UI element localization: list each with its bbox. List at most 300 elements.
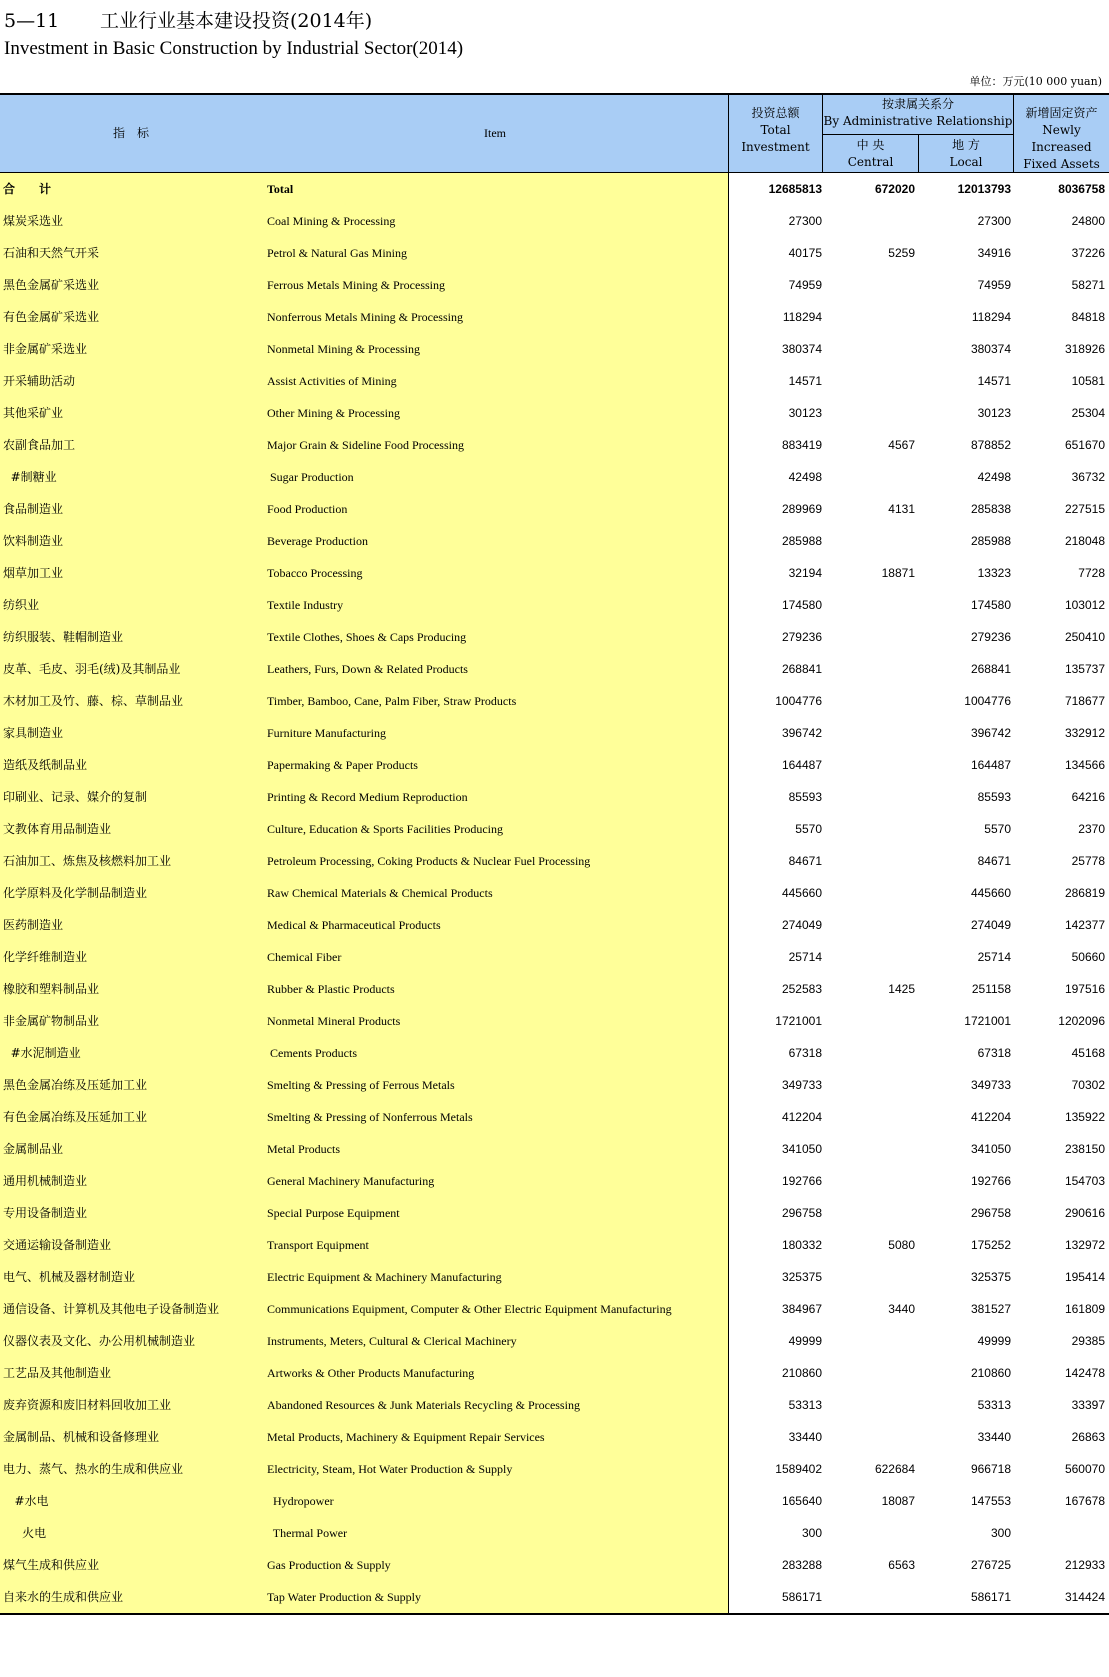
cell-total-investment: 165640 bbox=[781, 1494, 822, 1508]
row-label-cn: 工艺品及其他制造业 bbox=[3, 1366, 112, 1380]
row-label-en: Rubber & Plastic Products bbox=[267, 982, 395, 996]
cell-central: 4567 bbox=[888, 438, 915, 452]
table-row bbox=[0, 941, 1109, 973]
cell-total-investment: 12685813 bbox=[768, 182, 822, 196]
row-label-en: Petrol & Natural Gas Mining bbox=[267, 246, 407, 260]
row-label-en: Smelting & Pressing of Nonferrous Metals bbox=[267, 1110, 473, 1124]
row-label-cn: 自来水的生成和供应业 bbox=[3, 1590, 124, 1604]
row-label-cn: 化学纤维制造业 bbox=[3, 950, 88, 964]
cell-local: 30123 bbox=[977, 406, 1011, 420]
header-total-cn: 投资总额 bbox=[751, 106, 800, 120]
cell-total-investment: 380374 bbox=[781, 342, 822, 356]
cell-local: 396742 bbox=[970, 726, 1011, 740]
table-row bbox=[0, 1485, 1109, 1517]
cell-newly-increased: 197516 bbox=[1064, 982, 1105, 996]
table-row bbox=[0, 333, 1109, 365]
cell-total-investment: 210860 bbox=[781, 1366, 822, 1380]
cell-total-investment: 25714 bbox=[788, 950, 822, 964]
row-label-cn: 专用设备制造业 bbox=[3, 1206, 88, 1220]
table-row bbox=[0, 269, 1109, 301]
row-label-en: Metal Products bbox=[267, 1142, 340, 1156]
row-label-en: Transport Equipment bbox=[267, 1238, 369, 1252]
table-row bbox=[0, 1453, 1109, 1485]
cell-total-investment: 67318 bbox=[788, 1046, 822, 1060]
table-row bbox=[0, 1133, 1109, 1165]
row-label-cn: 火电 bbox=[3, 1526, 47, 1540]
cell-total-investment: 53313 bbox=[788, 1398, 822, 1412]
table-row bbox=[0, 1197, 1109, 1229]
cell-central: 5259 bbox=[888, 246, 915, 260]
cell-total-investment: 1004776 bbox=[775, 694, 822, 708]
table-row bbox=[0, 717, 1109, 749]
row-label-en: Furniture Manufacturing bbox=[267, 726, 386, 740]
table-body bbox=[0, 173, 1109, 1613]
header-central-en: Central bbox=[847, 155, 894, 169]
cell-local: 174580 bbox=[970, 598, 1011, 612]
table-row bbox=[0, 1069, 1109, 1101]
row-label-cn: 黑色金属冶练及压延加工业 bbox=[3, 1078, 148, 1092]
cell-total-investment: 85593 bbox=[788, 790, 822, 804]
cell-local: 42498 bbox=[977, 470, 1011, 484]
row-label-cn: 煤气生成和供应业 bbox=[3, 1558, 100, 1572]
row-label-en: Smelting & Pressing of Ferrous Metals bbox=[267, 1078, 455, 1092]
cell-local: 325375 bbox=[970, 1270, 1011, 1284]
table-row bbox=[0, 173, 1109, 205]
cell-local: 380374 bbox=[970, 342, 1011, 356]
table-row bbox=[0, 1229, 1109, 1261]
table-title-cn-text: 工业行业基本建设投资(2014年) bbox=[100, 10, 373, 32]
cell-local: 210860 bbox=[970, 1366, 1011, 1380]
table-row bbox=[0, 909, 1109, 941]
table-row bbox=[0, 781, 1109, 813]
row-label-cn: 石油加工、炼焦及核燃料加工业 bbox=[3, 854, 172, 868]
row-label-en: Electric Equipment & Machinery Manufacturing bbox=[267, 1270, 502, 1284]
row-label-en: Hydropower bbox=[267, 1494, 334, 1508]
cell-total-investment: 289969 bbox=[781, 502, 822, 516]
cell-local: 67318 bbox=[977, 1046, 1011, 1060]
row-label-en: Thermal Power bbox=[267, 1526, 348, 1540]
row-label-en: Total bbox=[267, 182, 294, 196]
cell-newly-increased: 250410 bbox=[1064, 630, 1105, 644]
cell-newly-increased: 103012 bbox=[1064, 598, 1105, 612]
cell-central: 18087 bbox=[881, 1494, 915, 1508]
cell-newly-increased: 45168 bbox=[1071, 1046, 1105, 1060]
row-label-cn: #水泥制造业 bbox=[3, 1046, 81, 1060]
row-label-en: Ferrous Metals Mining & Processing bbox=[267, 278, 445, 292]
row-label-en: Gas Production & Supply bbox=[267, 1558, 391, 1572]
cell-total-investment: 412204 bbox=[781, 1110, 822, 1124]
row-label-cn: 造纸及纸制品业 bbox=[3, 758, 88, 772]
header-central bbox=[823, 137, 918, 171]
header-local bbox=[919, 137, 1013, 171]
row-label-en: Leathers, Furs, Down & Related Products bbox=[267, 662, 468, 676]
cell-newly-increased: 134566 bbox=[1064, 758, 1105, 772]
cell-central: 672020 bbox=[874, 182, 915, 196]
cell-local: 5570 bbox=[984, 822, 1011, 836]
cell-central: 1425 bbox=[888, 982, 915, 996]
table-row bbox=[0, 1261, 1109, 1293]
cell-local: 276725 bbox=[970, 1558, 1011, 1572]
cell-local: 85593 bbox=[977, 790, 1011, 804]
cell-total-investment: 1721001 bbox=[775, 1014, 822, 1028]
cell-newly-increased: 332912 bbox=[1064, 726, 1105, 740]
row-label-en: Communications Equipment, Computer & Other Electric Equipment Manufacturing bbox=[267, 1302, 672, 1316]
cell-central: 18871 bbox=[881, 566, 915, 580]
row-label-en: Sugar Production bbox=[267, 470, 354, 484]
cell-newly-increased: 142377 bbox=[1064, 918, 1105, 932]
cell-newly-increased: 132972 bbox=[1064, 1238, 1105, 1252]
cell-total-investment: 883419 bbox=[781, 438, 822, 452]
row-label-en: Tobacco Processing bbox=[267, 566, 363, 580]
cell-local: 349733 bbox=[970, 1078, 1011, 1092]
row-label-cn: 交通运输设备制造业 bbox=[3, 1238, 112, 1252]
cell-newly-increased: 195414 bbox=[1064, 1270, 1105, 1284]
cell-local: 25714 bbox=[977, 950, 1011, 964]
table-row bbox=[0, 237, 1109, 269]
table-row bbox=[0, 461, 1109, 493]
row-label-cn: 金属制品、机械和设备修理业 bbox=[3, 1430, 160, 1444]
cell-local: 34916 bbox=[977, 246, 1011, 260]
cell-newly-increased: 135922 bbox=[1064, 1110, 1105, 1124]
cell-local: 147553 bbox=[970, 1494, 1011, 1508]
cell-total-investment: 84671 bbox=[788, 854, 822, 868]
row-label-cn: 金属制品业 bbox=[3, 1142, 64, 1156]
row-label-cn: #水电 bbox=[3, 1494, 49, 1508]
table-row bbox=[0, 301, 1109, 333]
cell-local: 251158 bbox=[971, 982, 1011, 996]
row-label-cn: 烟草加工业 bbox=[3, 566, 64, 580]
cell-local: 74959 bbox=[977, 278, 1011, 292]
table-row bbox=[0, 1101, 1109, 1133]
table-row bbox=[0, 1165, 1109, 1197]
cell-newly-increased: 10581 bbox=[1071, 374, 1105, 388]
row-label-cn: 其他采矿业 bbox=[3, 406, 64, 420]
cell-total-investment: 283288 bbox=[781, 1558, 822, 1572]
cell-central: 4131 bbox=[888, 502, 915, 516]
cell-local: 13323 bbox=[977, 566, 1011, 580]
row-label-en: Metal Products, Machinery & Equipment Repair Services bbox=[267, 1430, 545, 1444]
cell-local: 586171 bbox=[970, 1590, 1011, 1604]
row-label-en: Nonferrous Metals Mining & Processing bbox=[267, 310, 463, 324]
cell-local: 33440 bbox=[977, 1430, 1011, 1444]
cell-total-investment: 42498 bbox=[788, 470, 822, 484]
row-label-cn: 电力、蒸气、热水的生成和供应业 bbox=[3, 1462, 184, 1476]
row-label-en: Instruments, Meters, Cultural & Clerical Machinery bbox=[267, 1334, 517, 1348]
table-row bbox=[0, 1549, 1109, 1581]
table-rows bbox=[0, 173, 1109, 1613]
cell-local: 381527 bbox=[970, 1302, 1011, 1316]
cell-newly-increased: 25778 bbox=[1071, 854, 1105, 868]
cell-local: 412204 bbox=[970, 1110, 1011, 1124]
cell-local: 279236 bbox=[970, 630, 1011, 644]
table-row bbox=[0, 1389, 1109, 1421]
table-row bbox=[0, 1517, 1109, 1549]
cell-newly-increased: 314424 bbox=[1064, 1590, 1105, 1604]
row-label-en: Chemical Fiber bbox=[267, 950, 342, 964]
row-label-cn: 橡胶和塑料制品业 bbox=[3, 982, 100, 996]
row-label-en: Medical & Pharmaceutical Products bbox=[267, 918, 441, 932]
cell-local: 341050 bbox=[970, 1142, 1011, 1156]
cell-central: 3440 bbox=[888, 1302, 915, 1316]
header-admin bbox=[823, 96, 1013, 130]
table-row bbox=[0, 685, 1109, 717]
cell-newly-increased: 25304 bbox=[1071, 406, 1105, 420]
cell-local: 1721001 bbox=[964, 1014, 1011, 1028]
cell-newly-increased: 64216 bbox=[1071, 790, 1105, 804]
cell-local: 445660 bbox=[970, 886, 1011, 900]
cell-total-investment: 118294 bbox=[782, 310, 822, 324]
cell-total-investment: 49999 bbox=[788, 1334, 822, 1348]
table-row bbox=[0, 1005, 1109, 1037]
cell-total-investment: 1589402 bbox=[775, 1462, 822, 1476]
row-label-cn: #制糖业 bbox=[3, 470, 57, 484]
cell-central: 6563 bbox=[888, 1558, 915, 1572]
cell-newly-increased: 37226 bbox=[1071, 246, 1105, 260]
table-row bbox=[0, 493, 1109, 525]
table-title-cn bbox=[4, 6, 372, 33]
cell-newly-increased: 218048 bbox=[1064, 534, 1105, 548]
table-row bbox=[0, 1581, 1109, 1613]
cell-total-investment: 27300 bbox=[788, 214, 822, 228]
row-label-cn: 通信设备、计算机及其他电子设备制造业 bbox=[3, 1302, 220, 1316]
row-label-en: Special Purpose Equipment bbox=[267, 1206, 400, 1220]
header-central-cn: 中 央 bbox=[856, 138, 885, 152]
row-label-cn: 石油和天然气开采 bbox=[3, 246, 100, 260]
cell-local: 878852 bbox=[970, 438, 1011, 452]
row-label-cn: 合 计 bbox=[3, 182, 52, 196]
row-label-en: Cements Products bbox=[267, 1046, 357, 1060]
cell-newly-increased: 238150 bbox=[1064, 1142, 1105, 1156]
cell-total-investment: 180332 bbox=[781, 1238, 822, 1252]
cell-local: 966718 bbox=[970, 1462, 1011, 1476]
row-label-cn: 纺织业 bbox=[3, 598, 40, 612]
row-label-en: Beverage Production bbox=[267, 534, 368, 548]
cell-total-investment: 40175 bbox=[788, 246, 822, 260]
cell-total-investment: 341050 bbox=[781, 1142, 822, 1156]
row-label-cn: 饮料制造业 bbox=[3, 534, 64, 548]
cell-newly-increased: 142478 bbox=[1064, 1366, 1105, 1380]
header-local-cn: 地 方 bbox=[952, 138, 980, 152]
cell-local: 27300 bbox=[977, 214, 1011, 228]
row-label-en: General Machinery Manufacturing bbox=[267, 1174, 435, 1188]
row-label-en: Electricity, Steam, Hot Water Production & Supply bbox=[267, 1462, 513, 1476]
cell-local: 118294 bbox=[971, 310, 1011, 324]
row-label-cn: 电气、机械及器材制造业 bbox=[3, 1270, 136, 1284]
table-row bbox=[0, 525, 1109, 557]
cell-local: 84671 bbox=[977, 854, 1011, 868]
header-total-en2: Investment bbox=[741, 140, 810, 154]
table-row bbox=[0, 557, 1109, 589]
row-label-en: Other Mining & Processing bbox=[267, 406, 400, 420]
table-row bbox=[0, 589, 1109, 621]
cell-newly-increased: 227515 bbox=[1064, 502, 1105, 516]
row-label-cn: 家具制造业 bbox=[3, 726, 64, 740]
table-number: 5—11 bbox=[4, 10, 60, 32]
cell-newly-increased: 154703 bbox=[1064, 1174, 1105, 1188]
table-bottom-rule bbox=[0, 1613, 1109, 1615]
cell-total-investment: 74959 bbox=[788, 278, 822, 292]
cell-total-investment: 300 bbox=[801, 1526, 822, 1540]
cell-newly-increased: 286819 bbox=[1064, 886, 1105, 900]
row-label-en: Papermaking & Paper Products bbox=[267, 758, 418, 772]
row-label-cn: 文教体育用品制造业 bbox=[3, 822, 112, 836]
table-row bbox=[0, 429, 1109, 461]
row-label-cn: 印刷业、记录、媒介的复制 bbox=[3, 790, 148, 804]
table-row bbox=[0, 973, 1109, 1005]
table-row bbox=[0, 621, 1109, 653]
row-label-cn: 化学原料及化学制品制造业 bbox=[3, 886, 148, 900]
table-row bbox=[0, 1357, 1109, 1389]
header-local-en: Local bbox=[949, 155, 983, 169]
cell-local: 300 bbox=[990, 1526, 1011, 1540]
cell-newly-increased: 33397 bbox=[1071, 1398, 1105, 1412]
cell-local: 14571 bbox=[977, 374, 1011, 388]
cell-newly-increased: 161809 bbox=[1064, 1302, 1105, 1316]
cell-total-investment: 384967 bbox=[781, 1302, 822, 1316]
row-label-cn: 医药制造业 bbox=[3, 918, 64, 932]
row-label-en: Nonmetal Mining & Processing bbox=[267, 342, 420, 356]
cell-local: 274049 bbox=[970, 918, 1011, 932]
row-label-en: Artworks & Other Products Manufacturing bbox=[267, 1366, 475, 1380]
row-label-en: Coal Mining & Processing bbox=[267, 214, 396, 228]
cell-newly-increased: 318926 bbox=[1064, 342, 1105, 356]
row-label-en: Printing & Record Medium Reproduction bbox=[267, 790, 468, 804]
table-row bbox=[0, 1421, 1109, 1453]
cell-central: 5080 bbox=[888, 1238, 915, 1252]
table-row bbox=[0, 845, 1109, 877]
cell-local: 164487 bbox=[970, 758, 1011, 772]
table-row bbox=[0, 653, 1109, 685]
cell-total-investment: 296758 bbox=[781, 1206, 822, 1220]
cell-total-investment: 445660 bbox=[781, 886, 822, 900]
row-label-en: Food Production bbox=[267, 502, 348, 516]
cell-total-investment: 268841 bbox=[781, 662, 822, 676]
row-label-en: Assist Activities of Mining bbox=[267, 374, 397, 388]
row-label-en: Textile Clothes, Shoes & Caps Producing bbox=[267, 630, 467, 644]
cell-total-investment: 192766 bbox=[781, 1174, 822, 1188]
table-row bbox=[0, 205, 1109, 237]
table-row bbox=[0, 1325, 1109, 1357]
unit-label: 单位：万元(10 000 yuan) bbox=[969, 75, 1102, 88]
cell-newly-increased: 8036758 bbox=[1058, 182, 1105, 196]
row-label-en: Tap Water Production & Supply bbox=[267, 1590, 421, 1604]
cell-total-investment: 285988 bbox=[781, 534, 822, 548]
table-row bbox=[0, 813, 1109, 845]
cell-total-investment: 32194 bbox=[788, 566, 822, 580]
row-label-cn: 开采辅助活动 bbox=[3, 374, 76, 388]
header-admin-cn: 按隶属关系分 bbox=[881, 97, 954, 111]
cell-total-investment: 274049 bbox=[781, 918, 822, 932]
cell-total-investment: 164487 bbox=[781, 758, 822, 772]
cell-newly-increased: 26863 bbox=[1071, 1430, 1105, 1444]
header-new-cn: 新增固定资产 bbox=[1025, 106, 1098, 120]
row-label-cn: 废弃资源和废旧材料回收加工业 bbox=[3, 1398, 172, 1412]
cell-newly-increased: 718677 bbox=[1064, 694, 1105, 708]
cell-total-investment: 586171 bbox=[781, 1590, 822, 1604]
cell-total-investment: 396742 bbox=[781, 726, 822, 740]
row-label-cn: 煤炭采选业 bbox=[3, 214, 64, 228]
cell-local: 268841 bbox=[970, 662, 1011, 676]
header-total bbox=[729, 105, 822, 156]
row-label-en: Timber, Bamboo, Cane, Palm Fiber, Straw Products bbox=[267, 694, 517, 708]
header-new-en2: Fixed Assets bbox=[1023, 157, 1100, 171]
cell-newly-increased: 29385 bbox=[1071, 1334, 1105, 1348]
table-row bbox=[0, 749, 1109, 781]
data-table bbox=[0, 93, 1109, 1615]
row-label-cn: 有色金属冶练及压延加工业 bbox=[3, 1110, 148, 1124]
table-row bbox=[0, 1037, 1109, 1069]
row-label-cn: 木材加工及竹、藤、棕、草制品业 bbox=[3, 694, 184, 708]
cell-newly-increased: 290616 bbox=[1064, 1206, 1105, 1220]
cell-total-investment: 14571 bbox=[788, 374, 822, 388]
header-total-en1: Total bbox=[760, 123, 791, 137]
cell-newly-increased: 36732 bbox=[1071, 470, 1105, 484]
row-label-en: Raw Chemical Materials & Chemical Products bbox=[267, 886, 493, 900]
cell-newly-increased: 212933 bbox=[1064, 1558, 1105, 1572]
cell-total-investment: 33440 bbox=[788, 1430, 822, 1444]
table-header bbox=[0, 93, 1109, 173]
row-label-en: Textile Industry bbox=[267, 598, 344, 612]
row-label-en: Abandoned Resources & Junk Materials Recycling & Processing bbox=[267, 1398, 580, 1412]
row-label-en: Nonmetal Mineral Products bbox=[267, 1014, 401, 1028]
cell-newly-increased: 70302 bbox=[1071, 1078, 1105, 1092]
cell-total-investment: 325375 bbox=[781, 1270, 822, 1284]
row-label-cn: 非金属矿采选业 bbox=[3, 342, 88, 356]
row-label-en: Petroleum Processing, Coking Products & Nuclear Fuel Processing bbox=[267, 854, 591, 868]
cell-central: 622684 bbox=[874, 1462, 915, 1476]
cell-total-investment: 279236 bbox=[781, 630, 822, 644]
cell-total-investment: 349733 bbox=[781, 1078, 822, 1092]
header-new bbox=[1014, 105, 1109, 173]
header-item: Item bbox=[484, 126, 506, 140]
cell-local: 175252 bbox=[970, 1238, 1011, 1252]
cell-local: 296758 bbox=[970, 1206, 1011, 1220]
row-label-cn: 仪器仪表及文化、办公用机械制造业 bbox=[3, 1334, 196, 1348]
row-label-en: Major Grain & Sideline Food Processing bbox=[267, 438, 464, 452]
cell-local: 285988 bbox=[970, 534, 1011, 548]
row-label-en: Culture, Education & Sports Facilities Producing bbox=[267, 822, 503, 836]
header-indicator: 指 标 bbox=[112, 126, 149, 140]
row-label-cn: 皮革、毛皮、羽毛(绒)及其制品业 bbox=[3, 662, 181, 676]
cell-newly-increased: 50660 bbox=[1071, 950, 1105, 964]
cell-newly-increased: 167678 bbox=[1064, 1494, 1105, 1508]
cell-total-investment: 5570 bbox=[795, 822, 822, 836]
table-row bbox=[0, 365, 1109, 397]
cell-total-investment: 252583 bbox=[781, 982, 822, 996]
cell-newly-increased: 58271 bbox=[1071, 278, 1105, 292]
row-label-cn: 黑色金属矿采选业 bbox=[3, 278, 100, 292]
cell-newly-increased: 84818 bbox=[1071, 310, 1105, 324]
cell-local: 12013793 bbox=[957, 182, 1011, 196]
row-label-cn: 非金属矿物制品业 bbox=[3, 1014, 100, 1028]
cell-local: 285838 bbox=[970, 502, 1011, 516]
row-label-cn: 有色金属矿采选业 bbox=[3, 310, 100, 324]
cell-local: 1004776 bbox=[964, 694, 1011, 708]
header-new-en1: Newly Increased bbox=[1031, 123, 1092, 154]
cell-newly-increased: 7728 bbox=[1078, 566, 1105, 580]
header-admin-en: By Administrative Relationship bbox=[823, 114, 1013, 128]
cell-newly-increased: 1202096 bbox=[1058, 1014, 1105, 1028]
cell-total-investment: 174580 bbox=[781, 598, 822, 612]
cell-newly-increased: 651670 bbox=[1064, 438, 1105, 452]
row-label-cn: 农副食品加工 bbox=[3, 438, 76, 452]
table-row bbox=[0, 877, 1109, 909]
row-label-cn: 通用机械制造业 bbox=[3, 1174, 88, 1188]
cell-newly-increased: 135737 bbox=[1064, 662, 1105, 676]
cell-total-investment: 30123 bbox=[788, 406, 822, 420]
table-title-en: Investment in Basic Construction by Industrial Sector(2014) bbox=[4, 38, 464, 59]
table-row bbox=[0, 1293, 1109, 1325]
